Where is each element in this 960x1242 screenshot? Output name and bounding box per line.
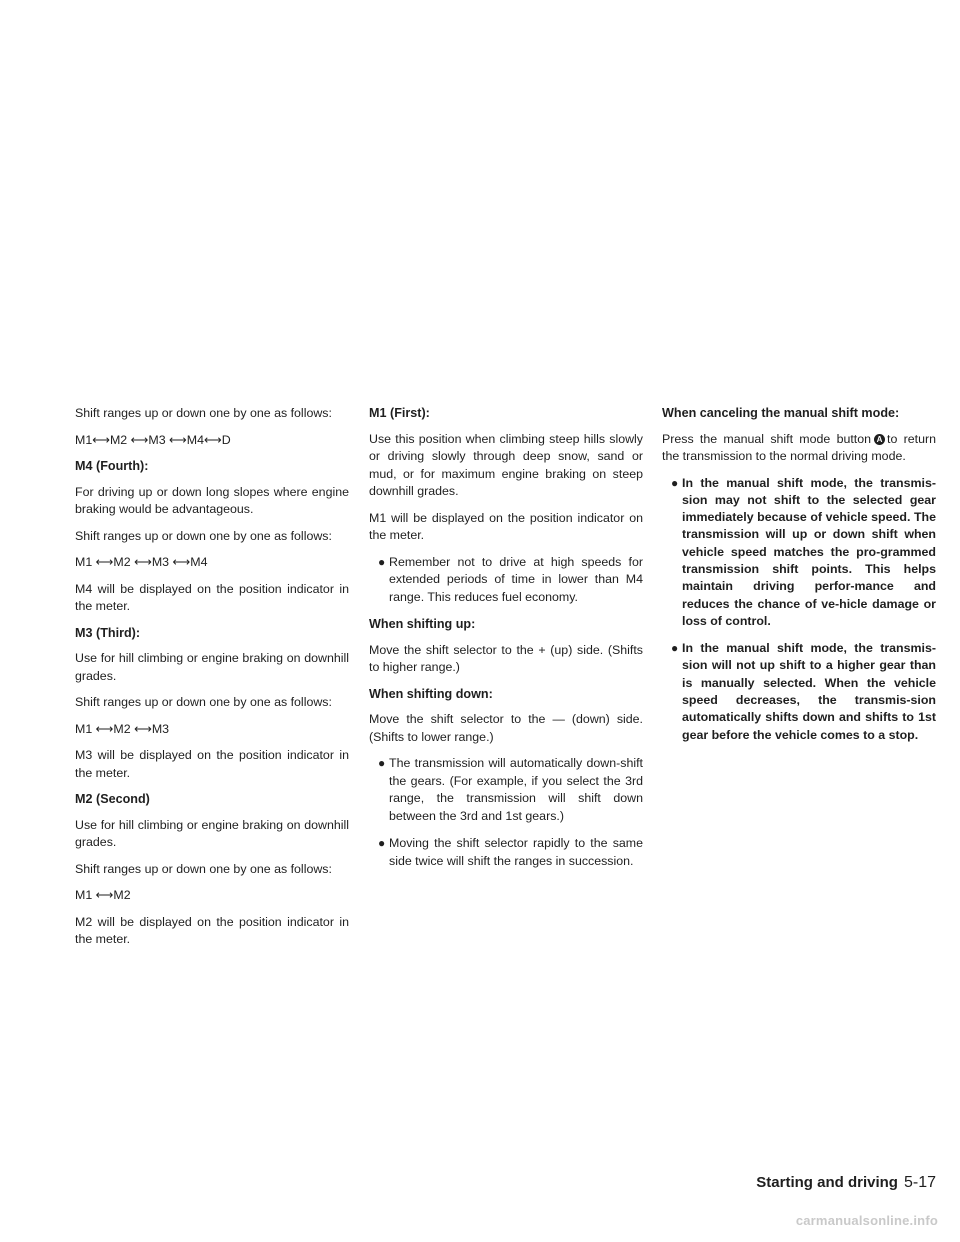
paragraph: M3 will be displayed on the position indicator in the meter.	[75, 748, 349, 780]
shift-sequence: M1 ⟷M2 ⟷M3 ⟷M4	[75, 555, 208, 569]
paragraph: Shift ranges up or down one by one as follows:	[75, 406, 332, 420]
bullet-text: Moving the shift selector rapidly to the same side twice will shift the ranges in succession.	[389, 836, 643, 868]
heading-shifting-up: When shifting up:	[369, 617, 476, 631]
bullet-item	[662, 640, 936, 744]
heading-canceling-manual-mode: When canceling the manual shift mode:	[662, 406, 900, 420]
bullet-text: In the manual shift mode, the transmis-sion will not up shift to a higher gear than is manually selected. When the vehicle speed decreases, the transmis-sion automatically shifts down and shifts to 1st gear before the vehicle comes to a stop.	[682, 641, 936, 742]
bullet-icon: ●	[378, 836, 386, 850]
heading-m4: M4 (Fourth):	[75, 459, 149, 473]
heading-m2: M2 (Second)	[75, 792, 150, 806]
bullet-icon: ●	[378, 756, 386, 770]
cancel-text-post: to return the transmission to the normal driving mode.	[662, 431, 936, 463]
paragraph: M4 will be displayed on the position indicator in the meter.	[75, 581, 349, 613]
shift-sequence: M1 ⟷M2 ⟷M3	[75, 721, 170, 736]
page-number: 5-17	[903, 1174, 936, 1191]
paragraph: Use this position when climbing steep hills slowly or driving slowly through deep snow, sand or mud, or for maximum engine braking on steep downhill grades.	[369, 431, 643, 498]
column-right	[662, 405, 936, 754]
heading-m3: M3 (Third):	[75, 625, 141, 640]
heading-shifting-down: When shifting down:	[369, 686, 493, 701]
paragraph: Use for hill climbing or engine braking on downhill grades.	[75, 651, 349, 683]
paragraph: Move the shift selector to the — (down) side. (Shifts to lower range.)	[369, 712, 643, 744]
page-footer	[756, 1174, 936, 1192]
paragraph: Move the shift selector to the + (up) side. (Shifts to higher range.)	[369, 642, 643, 674]
paragraph: For driving up or down long slopes where engine braking would be advantageous.	[75, 484, 349, 516]
heading-m1: M1 (First):	[369, 406, 430, 420]
footer-section: Starting and driving	[756, 1174, 898, 1191]
cancel-text-pre: Press the manual shift mode button	[662, 431, 872, 446]
bullet-text: Remember not to drive at high speeds for extended periods of time in lower than M4 range. This reduces fuel economy.	[389, 554, 643, 604]
paragraph: Shift ranges up or down one by one as follows:	[75, 528, 332, 543]
shift-sequence: M1⟷M2 ⟷M3 ⟷M4⟷D	[75, 432, 231, 447]
bullet-item	[662, 475, 936, 631]
bullet-text: In the manual shift mode, the transmis-sion may not shift to the selected gear immediately because of vehicle speed. The transmission will up or down shift when vehicle speed matches the pro-grammed transmission shift points. This helps maintain driving perfor-mance and reduces the chance of ve-hicle damage or loss of control.	[682, 475, 936, 628]
bullet-icon: ●	[671, 475, 679, 490]
marker-a-icon: A	[874, 434, 885, 445]
bullet-icon: ●	[378, 554, 386, 569]
bullet-item	[369, 835, 643, 870]
shift-sequence: M1 ⟷M2	[75, 888, 131, 902]
paragraph: Use for hill climbing or engine braking on downhill grades.	[75, 817, 349, 849]
watermark: carmanualsonline.info	[795, 1213, 938, 1228]
paragraph: M1 will be displayed on the position indicator on the meter.	[369, 510, 643, 542]
bullet-item	[369, 755, 643, 825]
paragraph: Shift ranges up or down one by one as follows:	[75, 861, 332, 876]
paragraph	[662, 431, 936, 466]
bullet-text: The transmission will automatically down-shift the gears. (For example, if you select the 3rd range, the transmission will shift down between the 3rd and 1st gears.)	[389, 756, 643, 823]
paragraph: M2 will be displayed on the position indicator in the meter.	[75, 914, 349, 946]
column-middle	[369, 405, 643, 880]
bullet-icon: ●	[671, 641, 679, 656]
column-left	[75, 405, 349, 958]
bullet-item	[369, 554, 643, 607]
paragraph: Shift ranges up or down one by one as follows:	[75, 695, 332, 709]
